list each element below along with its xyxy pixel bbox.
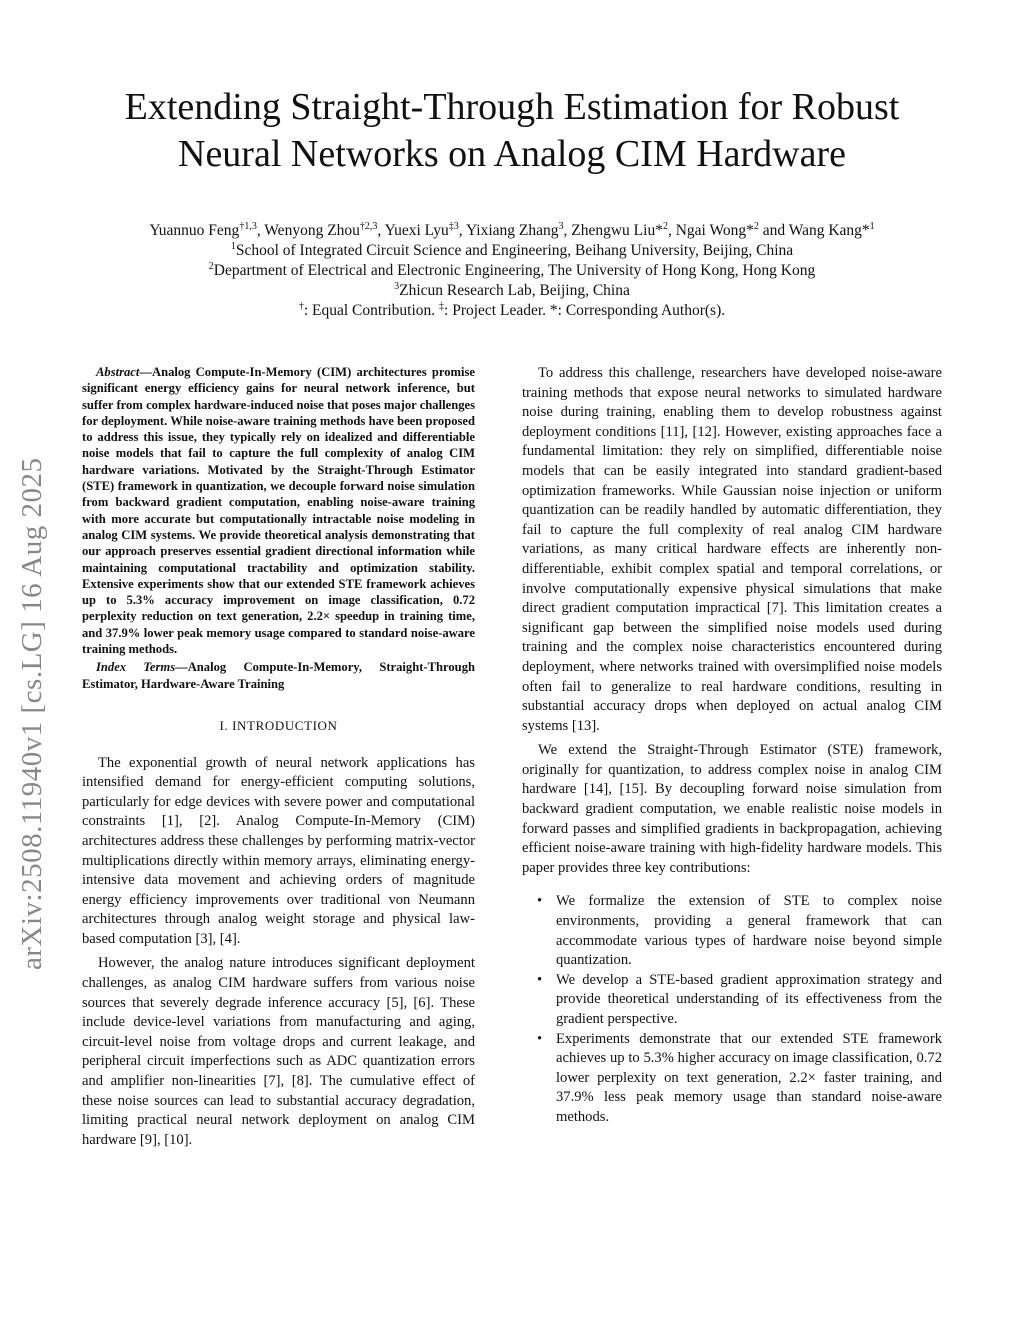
body-paragraph: We extend the Straight-Through Estimator (STE) framework, originally for quantization, to address complex noise in analog CIM hardware [14], [15]. By decoupling forward noise simulation from backward gradient computation, we enable realistic noise models in forward passes and simplified gradients in backpropagation, achieving efficient noise-aware training with high-fidelity hardware models. This paper provides three key contributions: (522, 742, 942, 876)
affiliation-marker: 2 (208, 260, 214, 272)
author-separator: , (256, 222, 265, 239)
author-list (60, 221, 964, 241)
dagger-marker: † (298, 300, 304, 312)
index-terms (82, 659, 475, 692)
affiliation-text: School of Integrated Circuit Science and Engineering, Beihang University, Beijing, China (235, 242, 794, 259)
affiliation-text: Department of Electrical and Electronic Engineering, The University of Hong Kong, Hong Kong (213, 262, 816, 279)
author-separator: , (667, 222, 676, 239)
affiliation-text: Zhicun Research Lab, Beijing, China (399, 282, 630, 299)
contribution-text: We develop a STE-based gradient approximation strategy and provide theoretical understanding of its effectiveness from the gradient perspective. (556, 971, 942, 1027)
bullet-icon: • (537, 893, 543, 910)
author-separator: and (758, 222, 789, 239)
author-marker: †2,3 (359, 220, 378, 232)
contribution-text: Experiments demonstrate that our extended STE framework achieves up to 5.3% higher accuracy on image classification, 0.72 lower perplexity on text generation, 2.2× faster training, and 37.9% less peak memory usage than standard noise-aware methods. (556, 1030, 942, 1125)
affiliation-line (60, 261, 964, 281)
contribution-text: We formalize the extension of STE to complex noise environments, providing a general framework that can accommodate various types of hardware noise beyond simple quantization. (556, 893, 942, 969)
author-marker: 2 (753, 220, 759, 232)
affiliation-marker: 3 (394, 280, 400, 292)
contribution-item (537, 971, 942, 1030)
author-block (60, 221, 964, 321)
author-name: Yuexi Lyu (384, 222, 449, 239)
contribution-item (537, 1030, 942, 1128)
arxiv-identifier (10, 370, 50, 970)
index-terms-label: Index Terms (96, 660, 176, 675)
author-separator: , (563, 222, 572, 239)
equal-contribution-text: : Equal Contribution. (303, 302, 440, 319)
contribution-item (537, 892, 942, 970)
author-marker: ‡3 (448, 220, 459, 232)
paper-title-line-2: Neural Networks on Analog CIM Hardware (178, 133, 846, 175)
body-paragraph: However, the analog nature introduces significant deployment challenges, as analog CIM hardware suffers from various noise sources that severely degrade inference accuracy [5], [6]. These include device-level variations from manufacturing and aging, circuit-level noise from voltage drops and current leakage, and peripheral circuit imperfections such as ADC quantization errors and amplifier non-linearities [7], [8]. The cumulative effect of these noise sources can lead to substantial accuracy degradation, limiting practical neural network deployment on analog CIM hardware [9], [10]. (82, 955, 475, 1148)
affiliation-line (60, 241, 964, 261)
author-name: Zhengwu Liu* (571, 222, 663, 239)
body-paragraph: The exponential growth of neural network applications has intensified demand for energy-efficient computing solutions, particularly for edge devices with severe power and computational constraints [1], [2]. Analog Compute-In-Memory (CIM) architectures address these challenges by performing matrix-vector multiplications directly within memory arrays, eliminating energy-intensive data movement and achieving orders of magnitude energy efficiency improvements over traditional von Neumann architectures through analog weight storage and physical law-based computation [3], [4]. (82, 754, 475, 947)
left-column (82, 364, 475, 1155)
section-title-initial: I (232, 717, 238, 733)
section-number: I. (219, 717, 233, 733)
abstract-label: Abstract (96, 365, 140, 379)
author-name: Yixiang Zhang (465, 222, 559, 239)
affiliation-line (60, 281, 964, 301)
index-terms-text: —Analog Compute-In-Memory, Straight-Through Estimator, Hardware-Aware Training (82, 660, 475, 691)
paper-title-line-1: Extending Straight-Through Estimation for Robust (124, 86, 900, 128)
author-name: Wenyong Zhou (264, 222, 360, 239)
section-heading-introduction (82, 716, 475, 736)
right-column (522, 364, 942, 1128)
author-marker: †1,3 (239, 220, 257, 232)
author-name: Yuannuo Feng (149, 222, 240, 239)
arxiv-identifier-text: arXiv:2508.11940v1 [cs.LG] 16 Aug 2025 (16, 457, 48, 970)
ddagger-marker: ‡ (439, 300, 445, 312)
body-paragraph: To address this challenge, researchers have developed noise-aware training methods that expose neural networks to simulated hardware noise during training, enabling them to develop robustness against deployment conditions [11], [12]. However, existing approaches face a fundamental limitation: they rely on simplified, differentiable noise models that can be easily integrated into standard gradient-based optimization frameworks. While Gaussian noise injection or uniform quantization can be readily handled by automatic differentiation, they fail to capture the full complexity of real analog CIM hardware variations, as many critical hardware effects are inherently non-differentiable, exhibit complex spatial and temporal correlations, or involve computationally expensive physical simulations that make direct gradient computation impractical [7]. This limitation creates a significant gap between the simplified noise models used during training and the complex noise characteristics encountered during deployment, where networks trained with oversimplified noise models often fail to generalize to real hardware conditions, resulting in substantial accuracy drops when deployed on actual analog CIM systems [13]. (522, 365, 942, 734)
author-name: Ngai Wong* (675, 222, 754, 239)
author-marker: 1 (869, 220, 875, 232)
affiliation-marker: 1 (230, 240, 236, 252)
bullet-icon: • (537, 1030, 543, 1047)
abstract (82, 364, 475, 657)
paper-title (60, 84, 964, 178)
author-separator: , (377, 222, 385, 239)
author-marker: 2 (662, 220, 668, 232)
project-leader-text: : Project Leader. *: Corresponding Author(s). (444, 302, 726, 319)
contribution-list (522, 892, 942, 1127)
abstract-text: —Analog Compute-In-Memory (CIM) architectures promise significant energy efficiency gains for neural network inference, but suffer from complex hardware-induced noise that poses major challenges for deployment. While noise-aware training methods have been proposed to address this issue, they typically rely on idealized and differentiable noise models that fail to capture the full complexity of analog CIM hardware variations. Motivated by the Straight-Through Estimator (STE) framework in quantization, we decouple forward noise simulation from backward gradient computation, enabling noise-aware training with more accurate but computationally intractable noise modeling in analog CIM systems. We provide theoretical analysis demonstrating that our approach preserves essential gradient directional information while maintaining computational tractability and optimization stability. Extensive experiments show that our extended STE framework achieves up to 5.3% accuracy improvement on image classification, 0.72 perplexity reduction on text generation, 2.2× speedup in training time, and 37.9% lower peak memory usage compared to standard noise-aware training methods. (82, 365, 475, 657)
author-separator: , (458, 222, 466, 239)
contribution-note (60, 301, 964, 321)
section-title-rest: NTRODUCTION (237, 717, 338, 733)
author-marker: 3 (558, 220, 564, 232)
author-name: Wang Kang* (788, 222, 870, 239)
bullet-icon: • (537, 971, 543, 988)
